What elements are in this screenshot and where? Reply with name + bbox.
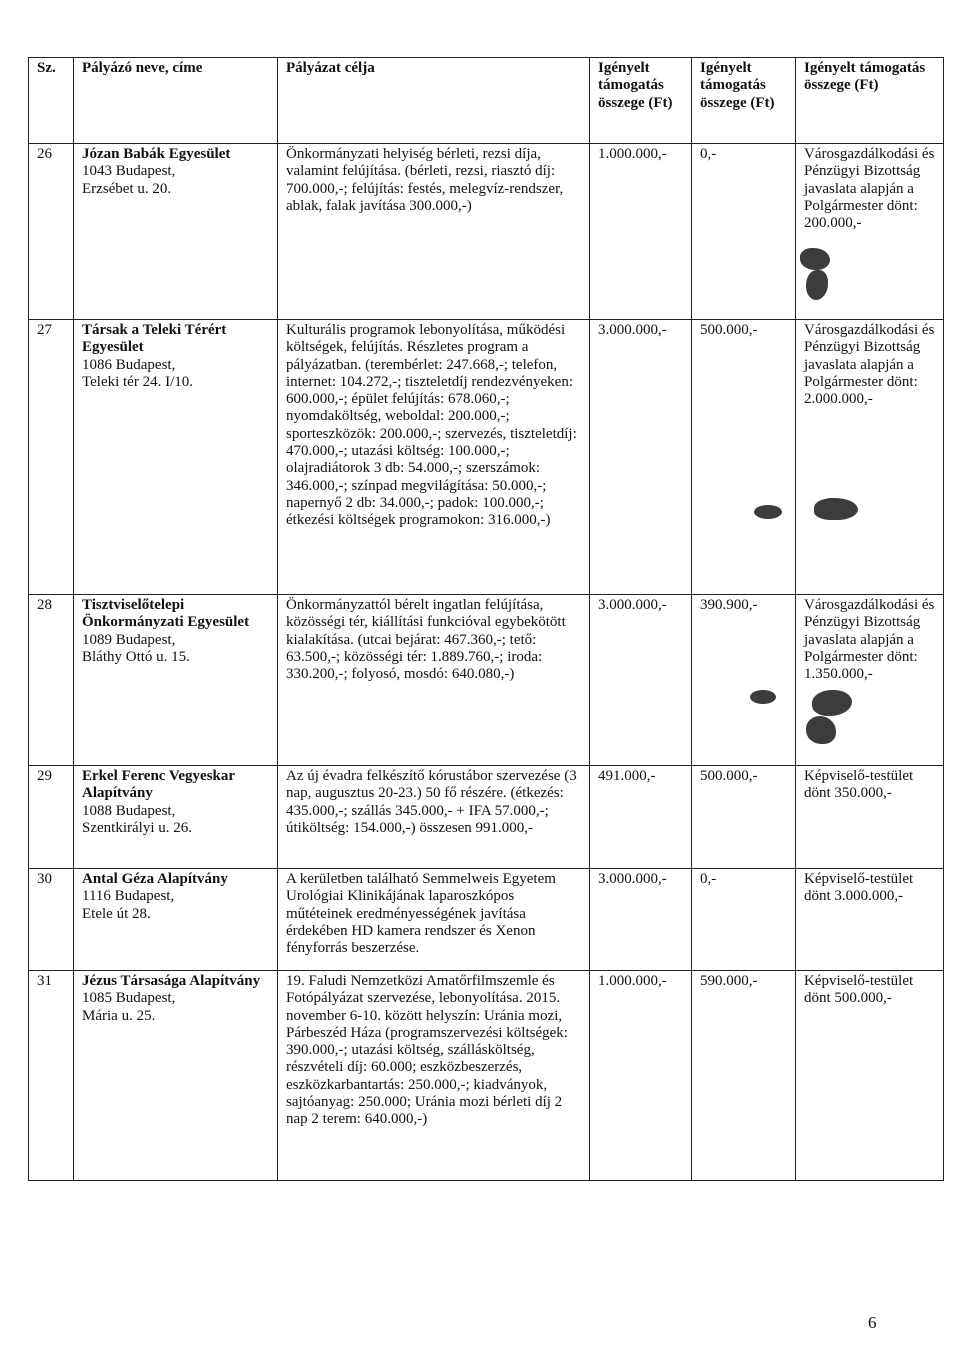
applicant-address-line2: Szentkirályi u. 26. — [82, 819, 192, 836]
decision-cell: Városgazdálkodási és Pénzügyi Bizottság javaslata alapján a Polgármester dönt: 1.350.000,- — [796, 595, 944, 766]
decision-cell: Városgazdálkodási és Pénzügyi Bizottság javaslata alapján a Polgármester dönt: 2.000.000,- — [796, 320, 944, 595]
page-number: 6 — [868, 1313, 877, 1332]
row-number: 27 — [29, 320, 74, 595]
ink-blot — [800, 248, 830, 270]
applicant-address-line1: 1088 Budapest, — [82, 802, 176, 819]
ink-blot — [814, 498, 858, 520]
row-number: 31 — [29, 971, 74, 1181]
purpose-cell: Az új évadra felkészítő kórustábor szervezése (3 nap, augusztus 20-23.) 50 fő részére. (étkezés: 435.000,-; szállás 345.000,- + IFA 57.000,-; útiköltség: 154.000,-) összesen 991.000,- — [278, 766, 590, 869]
header-requested-1: Igényelt támogatás összege (Ft) — [590, 58, 692, 144]
grant-applications-table — [28, 57, 944, 1181]
applicant-address-line2: Bláthy Ottó u. 15. — [82, 648, 190, 665]
proposed-amount: 0,- — [692, 144, 796, 320]
decision-cell: Képviselő-testület dönt 500.000,- — [796, 971, 944, 1181]
purpose-cell: 19. Faludi Nemzetközi Amatőrfilmszemle és Fotópályázat szervezése, lebonyolítása. 2015. november 6-10. között helyszín: Uránia mozi, Párbeszéd Háza (programszervezési költségek: 390.000,-; utazási költség, szállásköltség, részvételi díj: 60.000; eszközbeszerzés, eszközkarbantartás: 250.000,-; kiadványok, sajtóanyag: 250.000; Uránia mozi bérleti díj 2 nap 2 terem: 640.000,-) — [278, 971, 590, 1181]
row-number: 26 — [29, 144, 74, 320]
row-number: 29 — [29, 766, 74, 869]
header-sz: Sz. — [29, 58, 74, 144]
proposed-amount: 590.000,- — [692, 971, 796, 1181]
proposed-amount: 0,- — [692, 869, 796, 971]
purpose-cell: A kerületben található Semmelweis Egyetem Urológiai Klinikájának laparoszkópos műtéteinek eredményességének javítása érdekében HD kamera rendszer és Xenon fényforrás beszerzése. — [278, 869, 590, 971]
applicant-cell — [74, 766, 278, 869]
purpose-cell: Kulturális programok lebonyolítása, működési költségek, felújítás. Részletes program a pályázatban. (terembérlet: 247.668,-; telefon, internet: 104.272,-; tiszteletdíj rendezvényeken: 600.000,-; épület felújítás: 678.060,-; nyomdaköltség, weboldal: 200.000,-; sporteszközök: 200.000,-; szervezés, tiszteletdíj: 470.000,-; utazási költség: 100.000,-; olajradiátorok 3 db: 54.000,-; szerszámok: 346.000,-; színpad megvilágítása: 50.000,-; napernyő 2 db: 34.000,-; padok: 100.000,-; étkezési költségek programokon: 316.000,-) — [278, 320, 590, 595]
requested-amount: 3.000.000,- — [590, 869, 692, 971]
requested-amount: 3.000.000,- — [590, 595, 692, 766]
applicant-cell — [74, 595, 278, 766]
table-row — [29, 869, 944, 971]
table-header-row — [29, 58, 944, 144]
applicant-name: Jézus Társasága Alapítvány — [82, 973, 261, 989]
applicant-cell — [74, 971, 278, 1181]
ink-blot — [754, 505, 782, 519]
proposed-amount: 500.000,- — [692, 320, 796, 595]
requested-amount: 3.000.000,- — [590, 320, 692, 595]
decision-cell: Képviselő-testület dönt 350.000,- — [796, 766, 944, 869]
requested-amount: 1.000.000,- — [590, 971, 692, 1181]
applicant-name: Erkel Ferenc Vegyeskar Alapítvány — [82, 768, 235, 802]
applicant-address-line2: Mária u. 25. — [82, 1007, 156, 1024]
row-number: 28 — [29, 595, 74, 766]
header-requested-2: Igényelt támogatás összege (Ft) — [692, 58, 796, 144]
applicant-name: Józan Babák Egyesület — [82, 146, 231, 162]
purpose-cell: Önkormányzattól bérelt ingatlan felújítása, közösségi tér, kiállítási funkcióval egybekötött kialakítása. (utcai bejárat: 467.360,-; tető: 63.500,-; közösségi tér: 1.889.760,-; iroda: 330.200,-; folyosó, mosdó: 640.080,-) — [278, 595, 590, 766]
applicant-cell — [74, 320, 278, 595]
applicant-address-line1: 1116 Budapest, — [82, 888, 175, 905]
table-row — [29, 971, 944, 1181]
applicant-name: Antal Géza Alapítvány — [82, 871, 228, 887]
table-row — [29, 320, 944, 595]
requested-amount: 491.000,- — [590, 766, 692, 869]
header-applicant: Pályázó neve, címe — [74, 58, 278, 144]
applicant-address-line1: 1089 Budapest, — [82, 631, 176, 648]
table-row — [29, 595, 944, 766]
proposed-amount: 390.900,- — [692, 595, 796, 766]
ink-blot — [806, 716, 836, 744]
applicant-name: Társak a Teleki Térért Egyesület — [82, 322, 227, 356]
proposed-amount: 500.000,- — [692, 766, 796, 869]
requested-amount: 1.000.000,- — [590, 144, 692, 320]
ink-blot — [750, 690, 776, 704]
table-row — [29, 766, 944, 869]
applicant-address-line2: Erzsébet u. 20. — [82, 180, 172, 197]
applicant-cell — [74, 144, 278, 320]
applicant-address-line1: 1085 Budapest, — [82, 990, 176, 1007]
decision-cell: Képviselő-testület dönt 3.000.000,- — [796, 869, 944, 971]
applicant-name: Tisztviselőtelepi Önkormányzati Egyesület — [82, 597, 250, 631]
applicant-address-line2: Etele út 28. — [82, 905, 151, 922]
row-number: 30 — [29, 869, 74, 971]
applicant-cell — [74, 869, 278, 971]
applicant-address-line1: 1086 Budapest, — [82, 356, 176, 373]
decision-cell: Városgazdálkodási és Pénzügyi Bizottság javaslata alapján a Polgármester dönt: 200.000,- — [796, 144, 944, 320]
header-requested-3: Igényelt támogatás összege (Ft) — [796, 58, 944, 144]
applicant-address-line1: 1043 Budapest, — [82, 163, 176, 180]
table-row — [29, 144, 944, 320]
header-purpose: Pályázat célja — [278, 58, 590, 144]
applicant-address-line2: Teleki tér 24. I/10. — [82, 373, 193, 390]
purpose-cell: Önkormányzati helyiség bérleti, rezsi díja, valamint felújítása. (bérleti, rezsi, riasztó díj: 700.000,-; felújítás: festés, melegvíz-rendszer, ablak, falak javítása 300.000,-) — [278, 144, 590, 320]
